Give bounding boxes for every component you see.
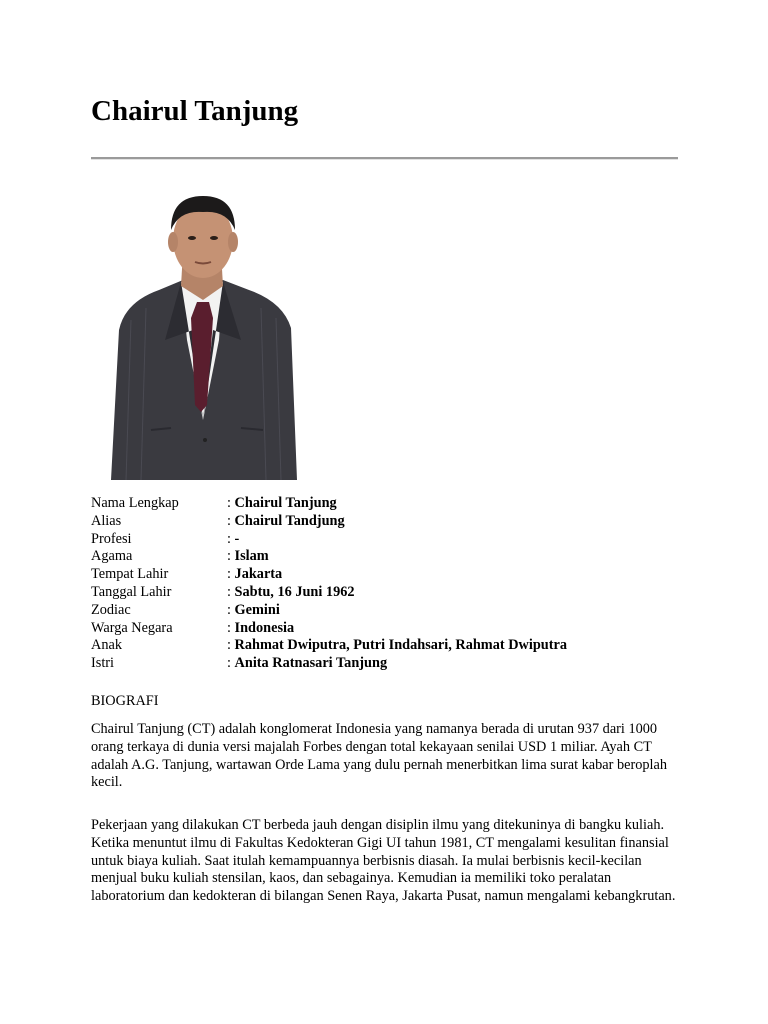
profile-row: Profesi : - (91, 530, 240, 547)
profile-value: Gemini (234, 601, 280, 618)
profile-value: Chairul Tandjung (234, 512, 345, 529)
profile-row: Nama Lengkap : Chairul Tanjung (91, 495, 337, 511)
biography-paragraph: Pekerjaan yang dilakukan CT berbeda jauh dengan disiplin ilmu yang ditekuninya di bangku kuliah. Ketika menuntut ilmu di Fakultas Kedokteran Gigi UI tahun 1981, CT mengalami kesulitan finansial untuk biaya kuliah. Saat itulah kemampuannya berbisnis diasah. Ia mulai berbisnis kecil-kecilan menjual buku kuliah stensilan, kaos, dan sebagainya. Kemudian ia memiliki toko peralatan laboratorium dan kedokteran di bilangan Senen Raya, Jakarta Pusat, namun mengalami kebangkrutan. (91, 817, 676, 905)
profile-row: Alias : Chairul Tandjung (91, 512, 345, 529)
profile-row: Anak : Rahmat Dwiputra, Putri Indahsari, Rahmat Dwiputra (91, 637, 567, 654)
profile-row: Tanggal Lahir : Sabtu, 16 Juni 1962 (91, 583, 355, 600)
profile-row: Tempat Lahir : Jakarta (91, 566, 283, 583)
profile-value: Jakarta (234, 566, 283, 583)
profile-label: Agama (91, 548, 133, 565)
profile-label: Profesi (91, 530, 132, 547)
profile-label: Nama Lengkap (91, 495, 179, 511)
profile-row: Warga Negara : Indonesia (91, 619, 295, 636)
profile-label: Warga Negara (91, 619, 173, 636)
profile-label: Zodiac (91, 601, 131, 618)
biography-paragraph: Chairul Tanjung (CT) adalah konglomerat Indonesia yang namanya berada di urutan 937 dari 1000 orang terkaya di dunia versi majalah Forbes dengan total kekayaan senilai USD 1 miliar. Ayah CT adalah A.G. Tanjung, wartawan Orde Lama yang dulu pernah menerbitkan lima surat kabar beroplah kecil. (91, 721, 667, 791)
profile-label: Alias (91, 512, 122, 529)
page-title: Chairul Tanjung (91, 95, 299, 127)
profile-value: Islam (234, 548, 269, 565)
profile-table (91, 495, 567, 673)
horizontal-rule (91, 157, 678, 160)
profile-value: Indonesia (234, 619, 295, 636)
profile-row: Agama : Islam (91, 548, 269, 565)
section-heading-biografi: BIOGRAFI (91, 693, 159, 709)
profile-label: Tempat Lahir (91, 566, 169, 583)
profile-value: Chairul Tanjung (234, 495, 337, 511)
profile-value: - (234, 530, 240, 547)
profile-value: Rahmat Dwiputra, Putri Indahsari, Rahmat Dwiputra (234, 637, 567, 654)
profile-row: Zodiac : Gemini (91, 601, 280, 618)
profile-row: Istri : Anita Ratnasari Tanjung (91, 655, 388, 672)
profile-value: Anita Ratnasari Tanjung (234, 655, 388, 672)
profile-value: Sabtu, 16 Juni 1962 (234, 583, 355, 600)
profile-label: Tanggal Lahir (91, 583, 172, 600)
profile-label: Istri (91, 655, 115, 672)
profile-label: Anak (91, 637, 122, 654)
portrait-photo (111, 190, 301, 480)
